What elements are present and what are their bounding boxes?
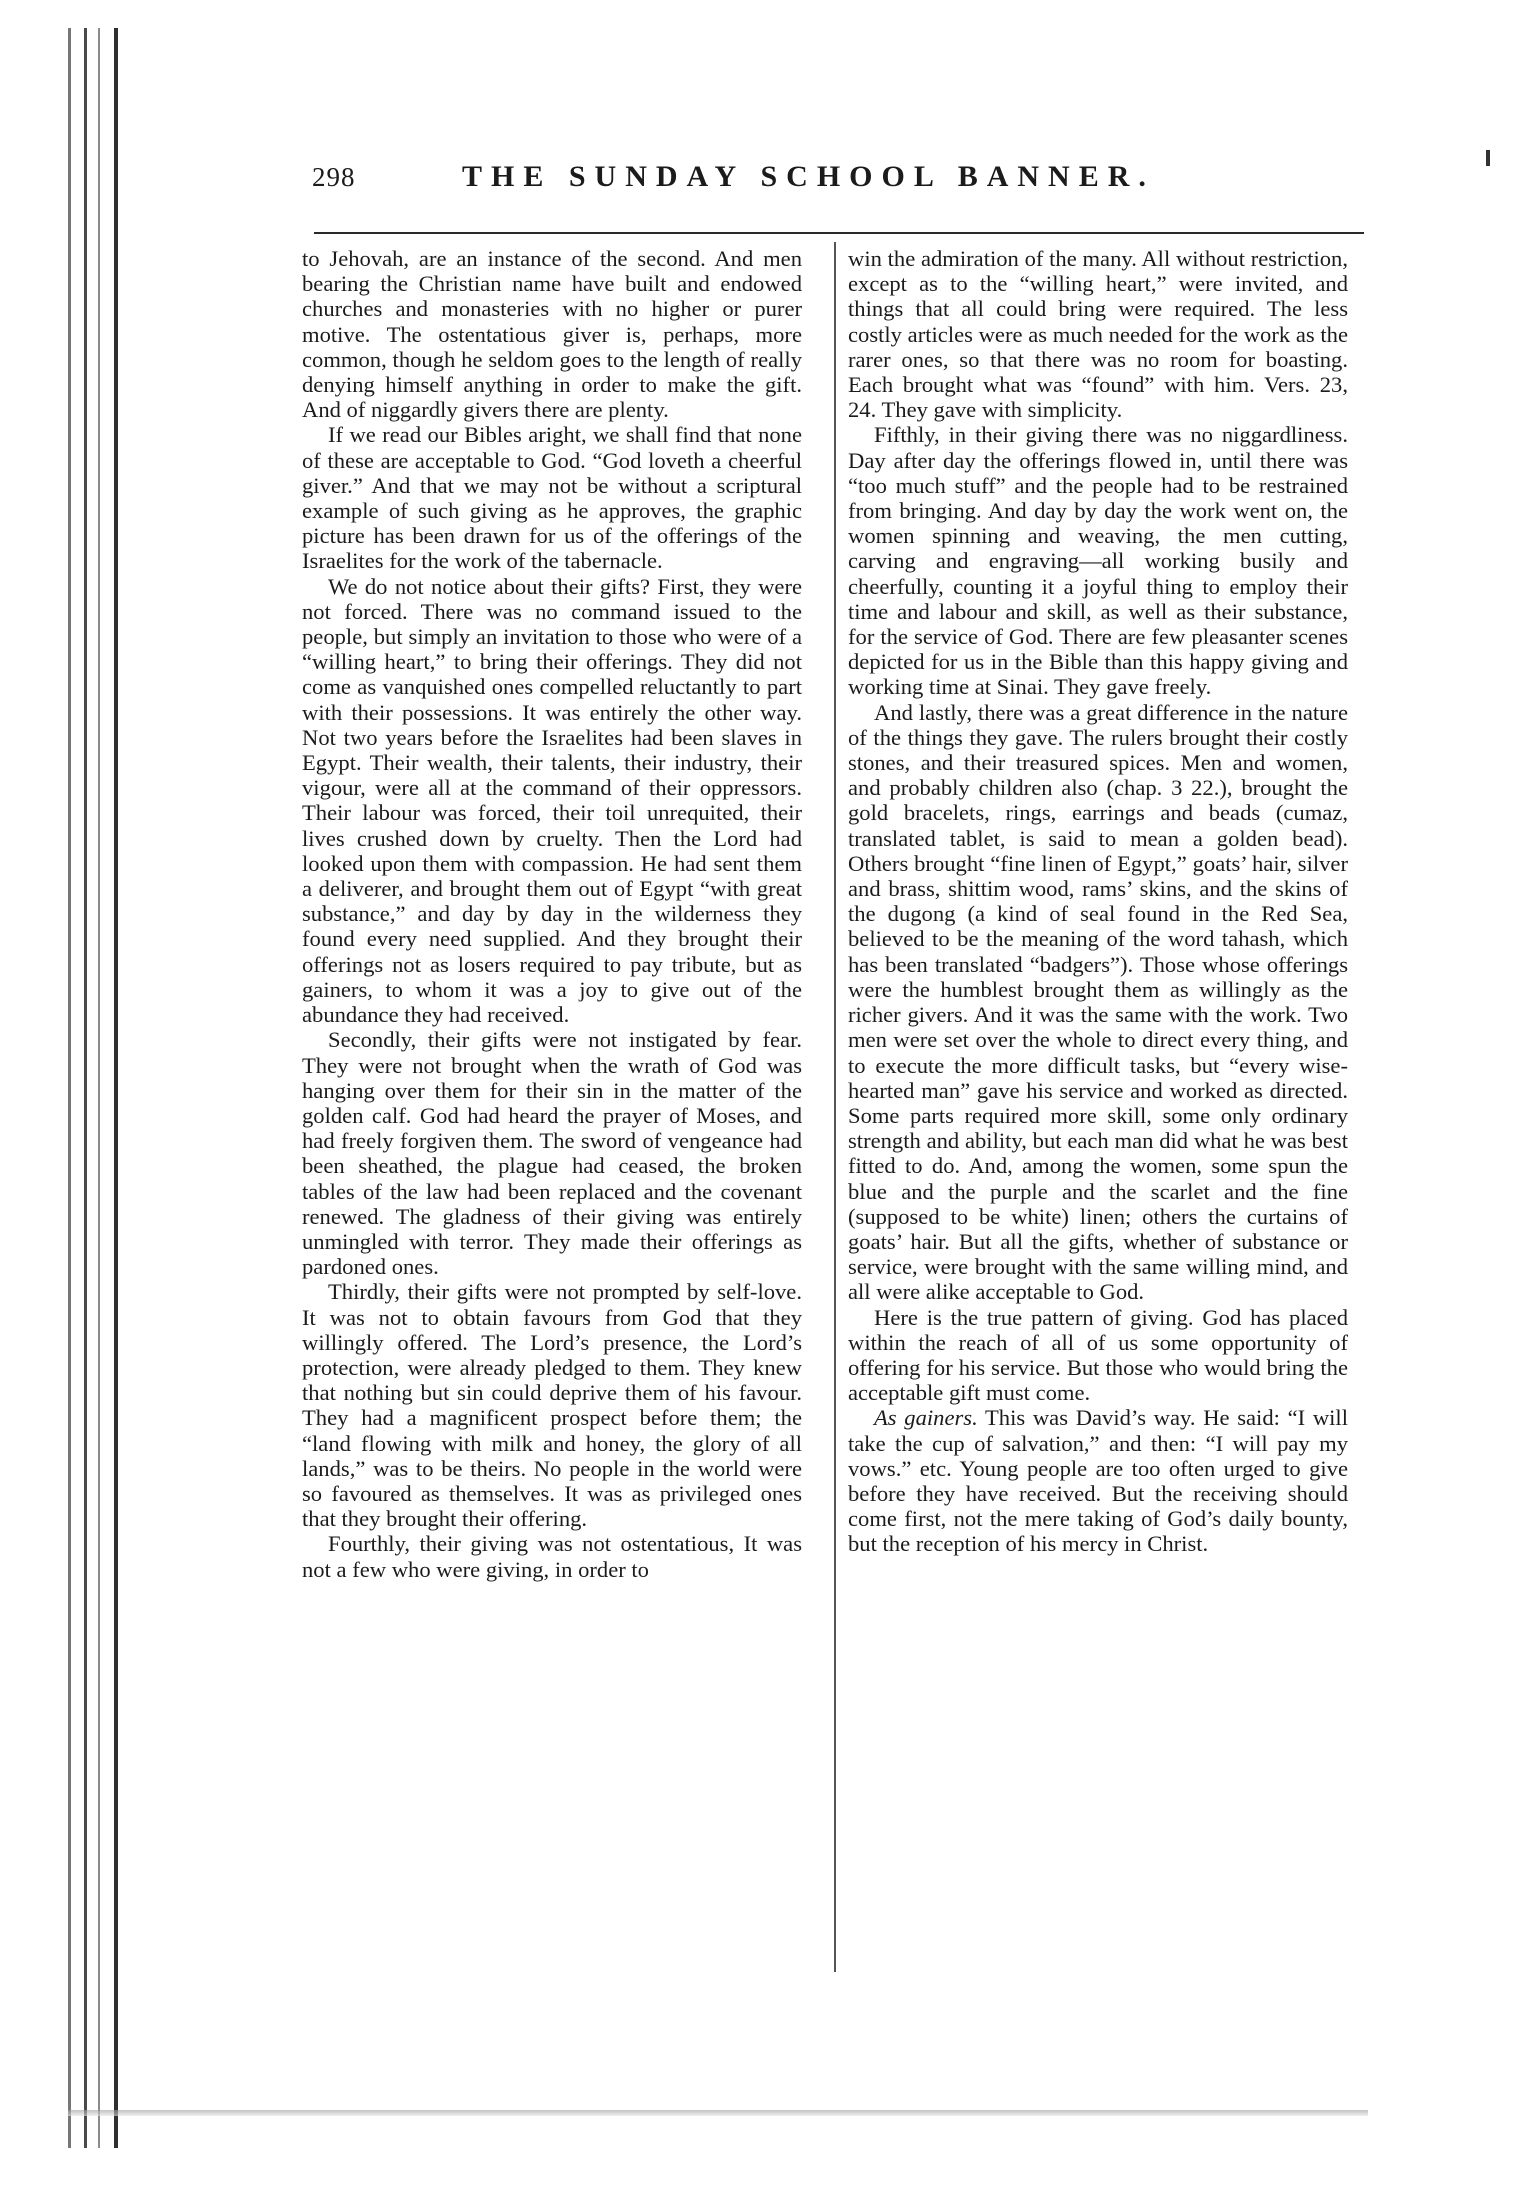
edge-line: [98, 28, 100, 2148]
paragraph: [848, 1405, 1348, 1556]
edge-line: [84, 28, 87, 2148]
edge-line: [68, 28, 71, 2148]
paragraph: We do not notice about their gifts? First, they were not forced. There was no command issued to the people, but simply an invitation to those who were of a “willing heart,” to bring their offerings. They did not come as vanquished ones compelled reluctantly to part with their possessions. It was entirely the other way. Not two years before the Israelites had been slaves in Egypt. Their wealth, their talents, their industry, their vigour, were all at the command of their oppressors. Their labour was forced, their toil unrequited, their lives crushed down by cruelty. Then the Lord had looked upon them with compassion. He had sent them a deliverer, and brought them out of Egypt “with great substance,” and day by day in the wilderness they found every need supplied. And they brought their offerings not as losers required to pay tribute, but as gainers, to whom it was a joy to give out of the abundance they had received.: [302, 573, 802, 1028]
paragraph: Secondly, their gifts were not instigated by fear. They were not brought when the wrath of God was hanging over them for their sin in the matter of the golden calf. God had heard the prayer of Moses, and had freely forgiven them. The sword of vengeance had been sheathed, the plague had ceased, the broken tables of the law had been replaced and the covenant renewed. The gladness of their giving was entirely unmingled with terror. They made their offerings as pardoned ones.: [302, 1027, 802, 1280]
paragraph: win the admiration of the many. All without restriction, except as to the “willing heart,” were invited, and things that all could bring were required. The less costly articles were as much needed for the work as the rarer ones, so that there was no room for boasting. Each brought what was “found” with him. Vers. 23, 24. They gave with simplicity.: [848, 246, 1348, 423]
paragraph: Fourthly, their giving was not ostentatious, It was not a few who were giving, in order to: [302, 1531, 802, 1582]
paragraph: Here is the true pattern of giving. God has placed within the reach of all of us some opportunity of offering for his service. But those who would bring the acceptable gift must come.: [848, 1304, 1348, 1406]
paragraph: And lastly, there was a great difference in the nature of the things they gave. The rulers brought their costly stones, and their treasured spices. Men and women, and probably children also (chap. 3 22.), brought the gold bracelets, rings, earrings and beads (cumaz, translated tablet, is said to mean a golden bead). Others brought “fine linen of Egypt,” goats’ hair, silver and brass, shittim wood, rams’ skins, and the skins of the dugong (a kind of seal found in the Red Sea, believed to be the meaning of the word tahash, which has been translated “badgers”). Those whose offerings were the humblest brought them as willingly as the richer givers. And it was the same with the work. Two men were set over the whole to direct every thing, and to execute the more difficult tasks, but “every wise-hearted man” gave his service and worked as directed. Some parts required more skill, some only ordinary strength and ability, but each man did what he was best fitted to do. And, among the women, some spun the blue and the purple and the scarlet and the fine (supposed to be white) linen; others the curtains of goats’ hair. But all the gifts, whether of substance or service, were brought with the same willing mind, and all were alike acceptable to God.: [848, 699, 1348, 1305]
edge-mark: [1486, 150, 1490, 166]
paragraph: Fifthly, in their giving there was no niggardliness. Day after day the offerings flowed in, until there was “too much stuff” and the people had to be restrained from bringing. And day by day the work went on, the women spinning and weaving, the men cutting, carving and engraving—all working busily and cheerfully, counting it a joyful thing to employ their time and labour and skill, as well as their substance, for the service of God. There are few pleasanter scenes depicted for us in the Bible than this happy giving and working time at Sinai. They gave freely.: [848, 422, 1348, 700]
book-edge: [68, 28, 126, 2148]
paragraph: Thirdly, their gifts were not prompted by self-love. It was not to obtain favours from God that they willingly offered. The Lord’s presence, the Lord’s protection, were already pledged to them. They knew that nothing but sin could deprive them of his favour. They had a magnificent prospect before them; the “land flowing with milk and honey, the glory of all lands,” was to be theirs. No people in the world were so favoured as themselves. It was as privileged ones that they brought their offering.: [302, 1279, 802, 1532]
left-column: [302, 246, 802, 1582]
italic-lead: As gainers.: [874, 1405, 978, 1431]
paragraph: to Jehovah, are an instance of the second. And men bearing the Christian name have built and endowed churches and monasteries with no higher or purer motive. The ostentatious giver is, perhaps, more common, though he seldom goes to the length of really denying himself anything in order to make the gift. And of niggardly givers there are plenty.: [302, 246, 802, 423]
running-title: THE SUNDAY SCHOOL BANNER.: [462, 160, 1155, 193]
edge-line: [114, 28, 118, 2148]
page-number: 298: [312, 162, 356, 192]
page-shadow: [68, 2110, 1368, 2116]
header-rule: [314, 232, 1364, 234]
paragraph-text: This was David’s way. He said: “I will take the cup of salvation,” and then: “I will pay my vows.” etc. Young people are too often urged to give before they have received. But the receiving should come first, not the mere taking of God’s daily bounty, but the reception of his mercy in Christ.: [848, 1405, 1348, 1557]
column-divider: [834, 242, 836, 1972]
paragraph: If we read our Bibles aright, we shall find that none of these are acceptable to God. “God loveth a cheerful giver.” And that we may not be without a scriptural example of such giving as he approves, the graphic picture has been drawn for us of the offerings of the Israelites for the work of the tabernacle.: [302, 422, 802, 574]
right-column: [848, 246, 1348, 1557]
